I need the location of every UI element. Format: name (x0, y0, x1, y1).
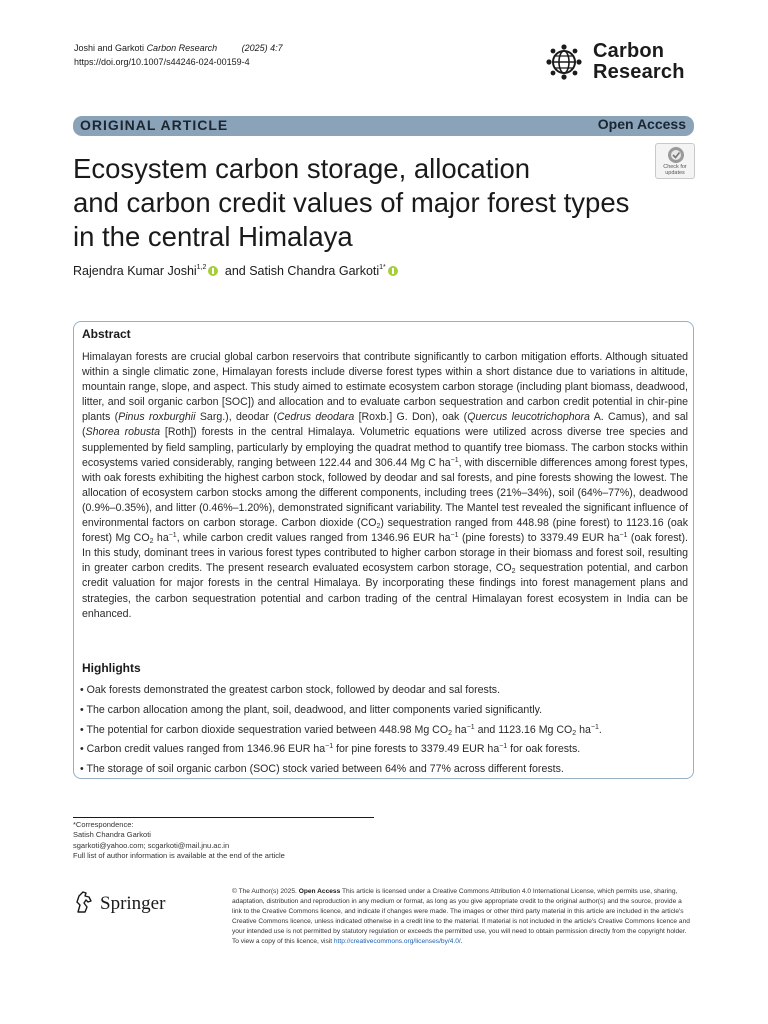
author-2-affil: 1* (379, 264, 386, 271)
article-type-banner (73, 116, 694, 136)
logo-line-1: Carbon (593, 40, 665, 62)
springer-horse-icon (74, 890, 94, 914)
globe-network-icon (546, 44, 582, 80)
license-open-access: Open Access (298, 888, 341, 895)
title-line-3: in the central Himalaya (73, 221, 353, 252)
title-line-1: Ecosystem carbon storage, allocation (73, 153, 531, 184)
list-item: • The carbon allocation among the plant, soil, deadwood, and litter components varied significantly. (80, 701, 688, 721)
license-prefix: © The Author(s) 2025. (232, 888, 297, 895)
running-header (74, 41, 283, 69)
open-access-label: Open Access (597, 116, 686, 132)
orcid-icon[interactable] (208, 266, 218, 276)
check-updates-line-1: Check for (663, 164, 687, 170)
list-item: • The storage of soil organic carbon (SOC) stock varied between 64% and 77% across different forests. (80, 760, 688, 780)
abstract-heading: Abstract (82, 327, 131, 341)
logo-wordmark (593, 41, 685, 83)
check-for-updates-badge[interactable] (655, 143, 695, 179)
correspondence-name: Satish Chandra Garkoti (73, 830, 151, 840)
logo-line-2: Research (593, 61, 685, 83)
author-1-affil: 1,2 (196, 264, 207, 271)
author-info-note: Full list of author information is available at the end of the article (73, 850, 285, 860)
license-statement (232, 887, 692, 948)
article-title (73, 152, 673, 254)
header-doi[interactable]: https://doi.org/10.1007/s44246-024-00159-4 (74, 57, 250, 67)
highlights-heading: Highlights (82, 661, 141, 675)
footnote-divider (73, 817, 374, 818)
correspondence-emails[interactable]: sgarkoti@yahoo.com; scgarkoti@mail.jnu.ac.in (73, 840, 230, 850)
highlights-list (80, 681, 688, 780)
list-item: • Carbon credit values ranged from 1346.96 EUR $ha^{-1}$ for pine forests to 3379.49 EUR $ha^{-1}$ for oak forests. (80, 740, 688, 760)
license-text: This article is licensed under a Creative Commons Attribution 4.0 International License, which permits use, sharing, adaptation, distribution and reproduction in any medium or format, as long as you give appropriate credit to the original author(s) and the source, provide a link to the Creative Commons licence, and indicate if changes were made. The images or other third party material in this article are included in the article's Creative Commons licence, unless indicated otherwise in a credit line to the material. If material is not included in the article's Creative Commons licence and your intended use is not permitted by statutory regulation or exceeds the permitted use, you will need to obtain permission directly from the copyright holder. To view a copy of this licence, visit (232, 888, 690, 946)
title-line-2: and carbon credit values of major forest types (73, 187, 630, 218)
header-citation (74, 41, 283, 55)
header-year-ref: (2025) 4:7 (241, 43, 283, 53)
correspondence-block (73, 820, 285, 861)
check-updates-icon (667, 146, 685, 164)
header-journal: Carbon Research (146, 43, 218, 53)
abstract-box (73, 321, 694, 779)
abstract-text: Himalayan forests are crucial global carbon reservoirs that contribute significantly to carbon mitigation efforts. Although situated within a single climatic zone, Himalayan forests include diverse forest types within a short distance due to variations in altitude, mountain range, slope, and aspect. This study aimed to estimate ecosystem carbon storage (including plant biomass, deadwood, litter, and soil organic carbon [SOC]) and allocation and to evaluate carbon sequestration and carbon credit potential in chir-pine plants (Pinus roxburghii Sarg.), deodar (Cedrus deodara [Roxb.] G. Don), oak (Quercus leucotrichophora A. Camus), and sal (Shorea robusta [Roth]) forests in the central Himalaya. Volumetric equations were utilized across diverse tree species and supplemented by field sampling, particularly by employing the quadrat method to quantify tree biomass. The carbon stocks within ecosystems varied considerably, ranging between 122.44 and 306.44 Mg C $ha^{-1}$, with discernible differences among forest types, with oak forests exhibiting the highest carbon stock, followed by deodar and sal forests, and pine forests showing the lowest. The allocation of ecosystem carbon stocks among the different components, including trees (21%–34%), soil (64%–77%), deadwood (0.9%–0.35%), and litter (0.46%–1.20%), demonstrated significant variability. The Mantel test revealed the significant influence of environmental factors on carbon storage. Carbon dioxide $(CO_2)$ sequestration ranged from 448.98 (pine forest) to 1123.16 (oak forest) Mg $CO_2$ $ha^{-1}$, while carbon credit values ranged from 1346.96 EUR $ha^{-1}$ (pine forests) to 3379.49 EUR $ha^{-1}$ (oak forest). In this study, dominant trees in various forest types contributed to higher carbon storage in their biomass and forest soil, resulting in greater carbon credits. The present research evaluated ecosystem carbon storage, $CO_2$ sequestration potential, and carbon credit valuation for major forests in the central Himalaya. By incorporating these findings into forest management plans and strategies, the carbon sequestration potential and carbon trading of the central Himalayan forest ecosystem in India can be enhanced. (82, 351, 688, 620)
orcid-icon[interactable] (388, 266, 398, 276)
author-2-name[interactable]: and Satish Chandra Garkoti (224, 264, 380, 278)
journal-logo (546, 42, 696, 86)
correspondence-label: *Correspondence: (73, 820, 134, 829)
license-link[interactable]: http://creativecommons.org/licenses/by/4.0/ (333, 938, 461, 946)
list-item: • Oak forests demonstrated the greatest carbon stock, followed by deodar and sal forests. (80, 681, 688, 701)
author-1-name[interactable]: Rajendra Kumar Joshi (73, 264, 197, 278)
license-suffix: . (460, 938, 463, 946)
publisher-logo (74, 890, 184, 916)
check-updates-text (656, 164, 694, 176)
article-type-label: ORIGINAL ARTICLE (80, 117, 229, 133)
author-list (73, 264, 401, 278)
check-updates-line-2: updates (665, 170, 685, 176)
header-authors: Joshi and Garkoti (74, 43, 145, 53)
publisher-name: Springer (100, 893, 166, 914)
list-item: • The potential for carbon dioxide sequestration varied between 448.98 Mg $CO_2$ $ha^{-1}$ and 1123.16 Mg $CO_2$ $ha^{-1}$. (80, 721, 688, 741)
